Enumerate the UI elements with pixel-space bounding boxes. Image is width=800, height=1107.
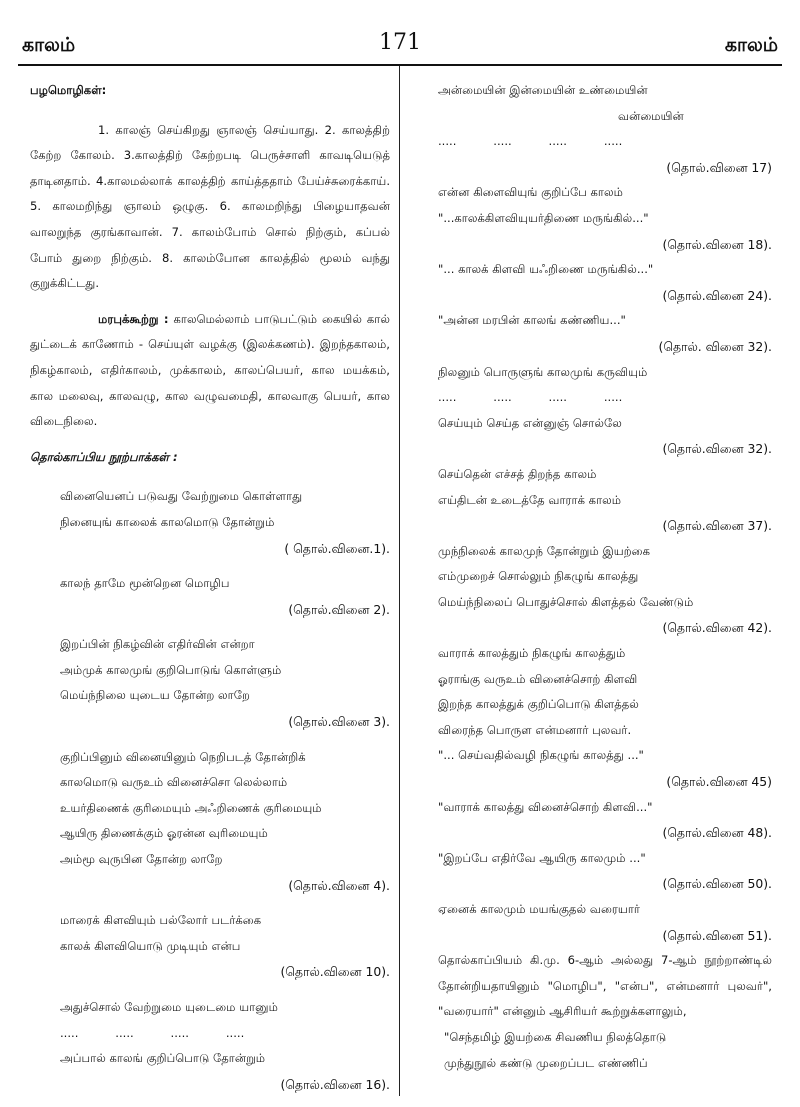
verse-line: நினையுங் காலைக் காலமொடு தோன்றும் — [60, 514, 275, 529]
closing-verse-line: முந்துநூல் கண்டு முறைப்பட எண்ணிப் — [444, 1055, 648, 1070]
verse-line: ..... ..... ..... ..... — [60, 1025, 245, 1040]
verse-block — [30, 745, 390, 909]
marapu-label: மரபுக்கூற்று : — [98, 311, 169, 326]
verse-block — [30, 632, 390, 744]
verse-line: "... செய்வதில்வழி நிகழுங் காலத்து ..." — [438, 748, 644, 763]
verse-citation: (தொல்.வினை 45) — [666, 774, 772, 790]
verse-line: அப்பால் காலங் குறிப்பொடு தோன்றும் — [60, 1051, 266, 1066]
verse-block — [438, 308, 772, 359]
verse-citation: ( தொல்.வினை.1). — [284, 540, 390, 556]
verse-line: வன்மையின் — [618, 108, 684, 123]
verse-gap — [30, 561, 390, 571]
verse-gap — [30, 735, 390, 745]
verse-block — [438, 795, 772, 846]
verse-line: "வாராக் காலத்து வினைச்சொற் கிளவி..." — [438, 799, 653, 814]
verse-line: அன்மையின் இன்மையின் உண்மையின் — [438, 83, 648, 97]
verse-line: நிலனும் பொருளுங் காலமுங் கருவியும் — [438, 364, 648, 379]
header-rule — [18, 64, 782, 66]
verse-citation: (தொல்.வினை 42). — [662, 620, 772, 636]
verse-line: என்ன கிளைவியுங் குறிப்பே காலம் — [438, 185, 623, 200]
marapu-paragraph — [30, 307, 390, 435]
tolkappiyam-heading: தொல்காப்பிய நூற்பாக்கள் : — [30, 449, 178, 464]
verse-line: காலமொடு வருஉம் வினைச்சொ லெல்லாம் — [60, 775, 288, 790]
verse-citation: (தொல்.வினை 10). — [280, 964, 390, 980]
verse-block — [438, 897, 772, 948]
verse-citation: (தொல்.வினை 2). — [288, 601, 390, 617]
verse-line: முந்நிலைக் காலமுந் தோன்றும் இயற்கை — [438, 543, 650, 558]
verse-line: "... காலக் கிளவி யஃறிணை மருங்கில்..." — [438, 262, 654, 277]
verse-citation: (தொல்.வினை 24). — [662, 287, 772, 303]
verse-line: ஏனைக் காலமும் மயங்குதல் வரையார் — [438, 902, 640, 916]
running-head-left: காலம் — [22, 34, 76, 56]
verse-line: எம்முறைச் சொல்லும் நிகழுங் காலத்து — [438, 569, 639, 584]
verse-line: அதுச்சொல் வேற்றுமை யுடைமை யானும் — [60, 1000, 278, 1014]
verse-block — [438, 180, 772, 257]
verse-line: செய்யும் செய்த என்னுஞ் சொல்லே — [438, 415, 622, 430]
verse-citation: (தொல்.வினை 51). — [662, 927, 772, 943]
right-verse-list — [438, 78, 772, 948]
verse-block — [30, 995, 390, 1107]
page-header — [0, 0, 800, 70]
verse-line: ..... ..... ..... ..... — [438, 390, 623, 405]
verse-line: "அன்ன மரபின் காலங் கண்ணிய..." — [438, 313, 626, 328]
column-divider — [399, 66, 400, 1096]
verse-block — [438, 78, 772, 180]
verse-line: வாராக் காலத்தும் நிகழுங் காலத்தும் — [438, 646, 626, 661]
verse-line: எய்திடன் உடைத்தே வாராக் காலம் — [438, 492, 622, 507]
verse-line: காலக் கிளவியொடு முடியும் என்ப — [60, 938, 241, 953]
verse-gap — [30, 985, 390, 995]
left-verse-list — [30, 484, 390, 1107]
closing-verse — [438, 1025, 772, 1076]
verse-citation: (தொல்.வினை 4). — [288, 877, 390, 893]
verse-line: அம்மூ வுருபின தோன்ற லாறே — [60, 852, 223, 867]
verse-citation: (தொல்.வினை 37). — [662, 518, 772, 534]
verse-line: விரைந்த பொருள என்மனார் புலவர். — [438, 722, 632, 737]
verse-line: ..... ..... ..... ..... — [438, 134, 623, 149]
verse-citation: (தொல்.வினை 32). — [662, 441, 772, 457]
verse-gap — [30, 898, 390, 908]
verse-citation: (தொல்.வினை 17) — [666, 159, 772, 175]
running-head-right: காலம் — [724, 34, 778, 56]
verse-line: வினையெனப் படுவது வேற்றுமை கொள்ளாது — [60, 489, 303, 504]
verse-block — [30, 484, 390, 571]
verse-line: செய்தென் எச்சத் திறந்த காலம் — [438, 466, 597, 481]
verse-block — [438, 462, 772, 539]
verse-gap — [30, 1097, 390, 1107]
verse-block — [438, 539, 772, 641]
verse-line: இறப்பின் நிகழ்வின் எதிர்வின் என்றா — [60, 637, 255, 652]
verse-citation: (தொல்.வினை 50). — [662, 876, 772, 892]
verse-line: "...காலக்கிளவியுயர்திணை மருங்கில்..." — [438, 210, 649, 225]
verse-line: ஓராங்கு வருஉம் வினைச்சொற் கிளவி — [438, 671, 638, 686]
closing-verse-line: "செந்தமிழ் இயற்கை சிவணிய நிலத்தொடு — [444, 1029, 667, 1044]
verse-line: காலந் தாமே மூன்றென மொழிப — [60, 576, 230, 591]
verse-block — [30, 571, 390, 632]
proverbs-heading: பழமொழிகள்: — [30, 83, 107, 97]
verse-line: ஆயிரு திணைக்கும் ஓரன்ன வுரிமையும் — [60, 826, 268, 841]
left-column — [30, 78, 390, 1107]
verse-line: மெய்ந்நிலை யுடைய தோன்ற லாறே — [60, 688, 250, 703]
verse-citation: (தொல். வினை 32). — [658, 338, 772, 354]
verse-block — [438, 641, 772, 795]
verse-gap — [30, 622, 390, 632]
verse-line: மாரைக் கிளவியும் பல்லோர் படர்க்கை — [60, 913, 262, 928]
verse-citation: (தொல்.வினை 3). — [288, 714, 390, 730]
verse-citation: (தொல்.வினை 16). — [280, 1076, 390, 1092]
verse-citation: (தொல்.வினை 48). — [662, 825, 772, 841]
right-column — [438, 78, 772, 1076]
proverbs-paragraph: 1. காலஞ் செய்கிறது ஞாலஞ் செய்யாது. 2. காலத்திற் கேற்ற கோலம். 3.காலத்திற் கேற்றபடி பெருச்சாளி காவடியெடுத் தாடினதாம். 4.காலமல்லாக் காலத்திற் காய்த்ததாம் பேய்ச்சுரைக்காய். 5. காலமறிந்து ஞாலம் ஒழுகு. 6. காலமறிந்து பிழையாதவன் வாலறுந்த குரங்காவான். 7. காலம்போம் சொல் நிற்கும், கப்பல் போம் துறை நிற்கும். 8. காலம்போன காலத்தில் மூலம் வந்து குறுக்கிட்டது. — [30, 122, 390, 291]
verse-block — [30, 908, 390, 995]
verse-line: உயர்திணைக் குரிமையும் அஃறிணைக் குரிமையும் — [60, 800, 322, 815]
verse-block — [438, 360, 772, 462]
marapu-text: காலமெல்லாம் பாடுபட்டும் கையில் கால் துட்டைக் காணோம் - செய்யுள் வழக்கு (இலக்கணம்). இறந்தகாலம், நிகழ்காலம், எதிர்காலம், முக்காலம், காலப்பெயர், கால மயக்கம், கால மலைவு, காலவழு, கால வழுவமைதி, காலவாகு பெயர், கால விடைநிலை. — [30, 311, 390, 429]
verse-line: குறிப்பினும் வினையினும் நெறிபடத் தோன்றிக் — [60, 749, 306, 764]
verse-line: "இறப்பே எதிர்வே ஆயிரு காலமும் ..." — [438, 850, 646, 865]
verse-block — [438, 846, 772, 897]
verse-citation: (தொல்.வினை 18). — [662, 236, 772, 252]
verse-line: மெய்ந்நிலைப் பொதுச்சொல் கிளத்தல் வேண்டும் — [438, 594, 694, 609]
closing-paragraph: தொல்காப்பியம் கி.மு. 6-ஆம் அல்லது 7-ஆம் நூற்றாண்டில் தோன்றியதாயினும் "மொழிப", "என்ப", என்மனார் புலவர்", "வரையார்" என்னும் ஆசிரியர் கூற்றுக்களாலும், — [438, 953, 772, 1019]
page-number: 171 — [379, 30, 421, 55]
verse-line: இறந்த காலத்துக் குறிப்பொடு கிளத்தல் — [438, 697, 639, 712]
verse-block — [438, 257, 772, 308]
verse-line: அம்முக் காலமுங் குறிபொடுங் கொள்ளும் — [60, 662, 282, 677]
